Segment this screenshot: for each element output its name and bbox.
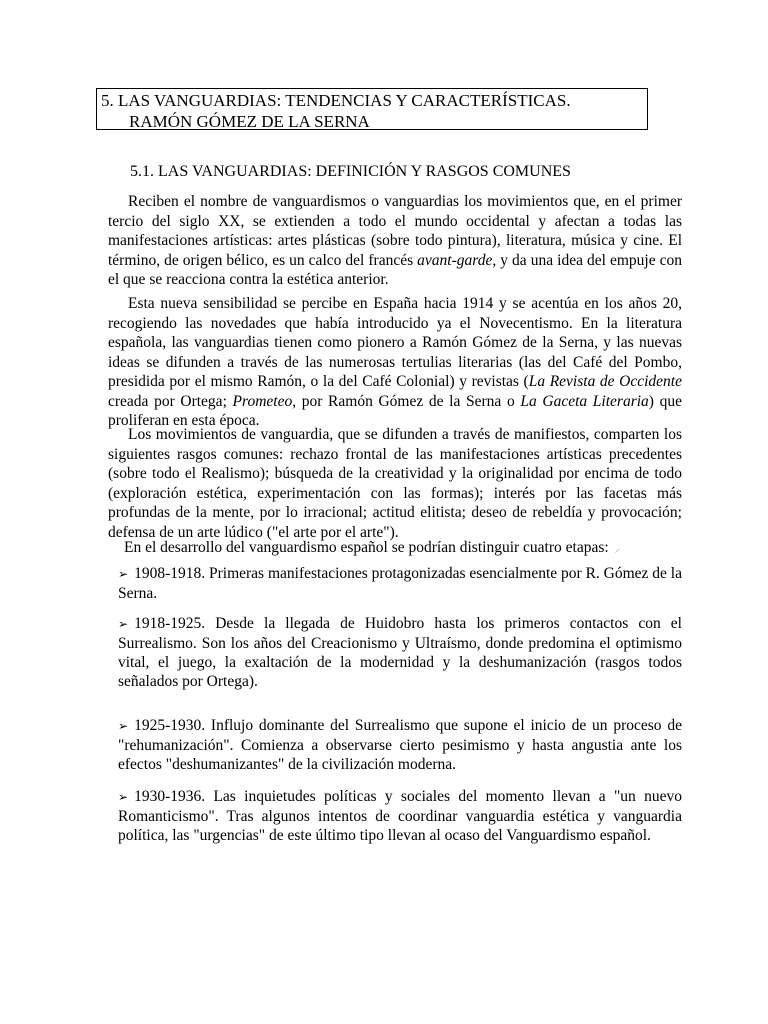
paragraph-text: ) que proliferan en esta época.	[108, 392, 682, 429]
list-item	[118, 716, 682, 774]
stray-mark: ⸝	[614, 543, 621, 555]
list-item-text: 1908-1918. Primeras manifestaciones protagonizadas esencialmente por R. Gómez de la Serna.	[118, 565, 682, 602]
arrow-bullet-icon: ➢	[118, 719, 129, 733]
arrow-bullet-icon: ➢	[118, 790, 129, 804]
list-item-text: 1925-1930. Influjo dominante del Surrealismo que supone el inicio de un proceso de "rehumanización". Comienza a observarse cierto pesimismo y hasta angustia ante los efectos "deshumanizantes" de la civilización moderna.	[118, 717, 682, 773]
paragraph-spain	[108, 294, 682, 431]
chapter-heading-line2: RAMÓN GÓMEZ DE LA SERNA	[129, 112, 370, 131]
list-item-text: 1918-1925. Desde la llegada de Huidobro hasta los primeros contactos con el Surrealismo. Son los años del Creacionismo y Ultraísmo, donde predomina el optimismo vital, el juego, la exaltación de la modernidad y la deshumanización (rasgos todos señalados por Ortega).	[118, 615, 682, 690]
chapter-heading-box	[96, 88, 648, 130]
paragraph-common-traits: Los movimientos de vanguardia, que se difunden a través de manifiestos, comparten los siguientes rasgos comunes: rechazo frontal de las manifestaciones artísticas precedentes (sobre todo el Realismo); búsqueda de la creatividad y la originalidad por encima de todo (exploración estética, experimentación con las formas); interés por las facetas más profundas de la mente, por lo irracional; actitud elitista; deseo de rebeldía y provocación; defensa de un arte lúdico ("el arte por el arte").	[108, 426, 682, 541]
arrow-bullet-icon: ➢	[118, 617, 129, 631]
paragraph-text: creada por Ortega;	[108, 392, 233, 410]
list-item	[118, 564, 682, 603]
stages-intro	[124, 538, 620, 559]
paragraph-definition	[108, 192, 682, 290]
italic-term: avant-garde	[417, 251, 493, 269]
section-title: 5.1. LAS VANGUARDIAS: DEFINICIÓN Y RASGOS COMUNES	[130, 163, 571, 180]
italic-title: La Revista de Occidente	[528, 373, 682, 390]
list-item-text: 1930-1936. Las inquietudes políticas y sociales del momento llevan a "un nuevo Romanticismo". Tras algunos intentos de coordinar vanguardia estética y vanguardia política, las "urgencias" de este último tipo llevan al ocaso del Vanguardismo español.	[118, 788, 682, 844]
italic-title: Prometeo	[232, 392, 293, 410]
chapter-heading-line1: 5. LAS VANGUARDIAS: TENDENCIAS Y CARACTERÍSTICAS.	[101, 91, 571, 110]
list-item	[118, 614, 682, 691]
paragraph-text: Esta nueva sensibilidad se percibe en España hacia 1914 y se acentúa en los años 20, recogiendo las novedades que había introducido ya el Novecentismo. En la literatura española, las vanguardias tienen como pionero a Ramón Gómez de la Serna, y las nuevas ideas se difunden a través de las numerosas tertulias literarias (las del Café del Pombo, presidida por el mismo Ramón, o la del Café Colonial) y revistas (	[108, 295, 682, 390]
arrow-bullet-icon: ➢	[118, 567, 129, 581]
list-item	[118, 787, 682, 845]
italic-title: La Gaceta Literaria	[520, 392, 649, 410]
paragraph-text: , y da una idea del empuje con el que se reacciona contra la estética anterior.	[108, 251, 682, 288]
paragraph-text: , por Ramón Gómez de la Serna o	[292, 392, 521, 410]
paragraph-text: Reciben el nombre de vanguardismos o vanguardias los movimientos que, en el primer tercio del siglo XX, se extienden a todo el mundo occidental y afectan a todas las manifestaciones artísticas: artes plásticas (sobre todo pintura), literatura, música y cine. El término, de origen bélico, es un calco del francés	[108, 193, 682, 269]
stages-intro-text: En el desarrollo del vanguardismo español se podrían distinguir cuatro etapas:	[124, 539, 609, 556]
